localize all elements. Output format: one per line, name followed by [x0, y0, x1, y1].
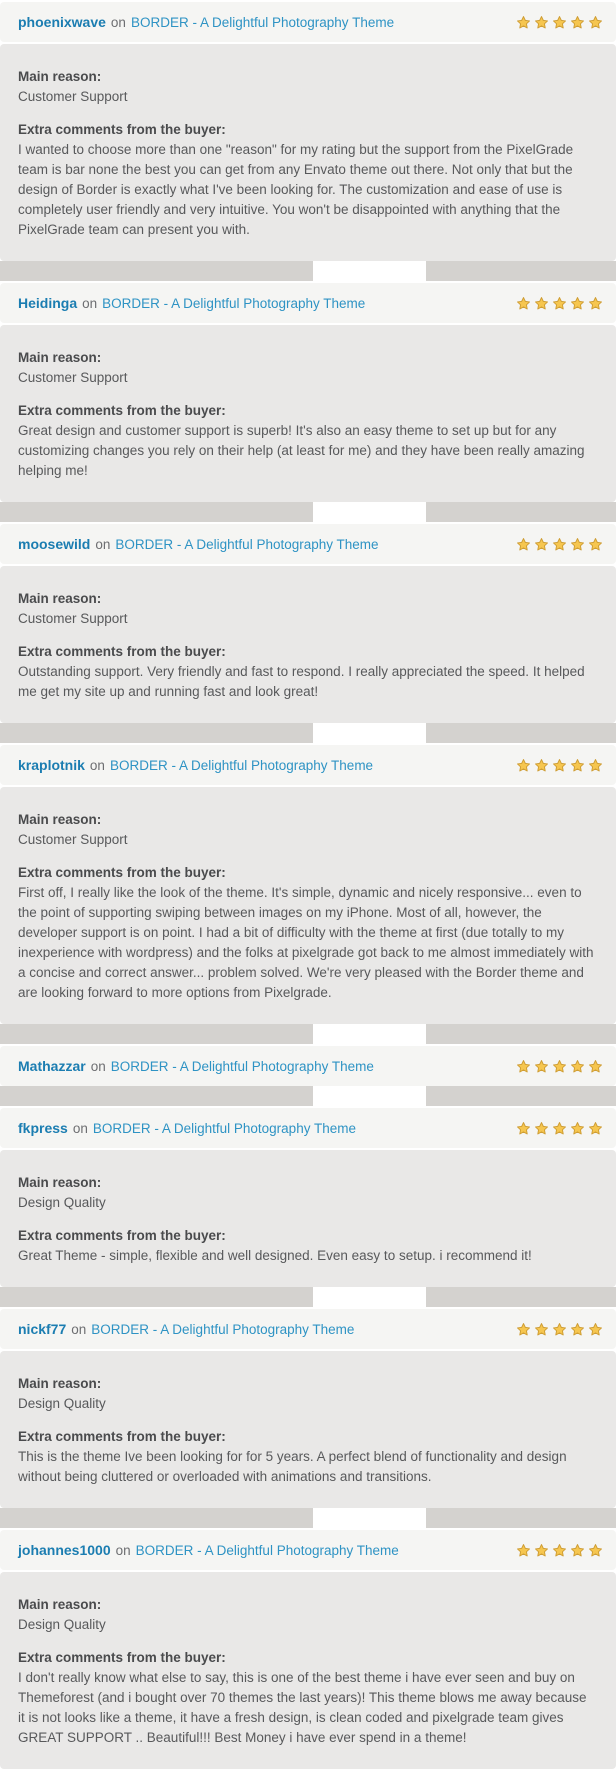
star-icon: [534, 15, 549, 30]
on-label: on: [95, 536, 111, 552]
extra-comments-label: Extra comments from the buyer:: [18, 865, 226, 880]
divider-white-gap: [313, 1508, 426, 1528]
main-reason-field: [18, 1173, 596, 1213]
divider-white-gap: [313, 502, 426, 522]
star-icon: [534, 1059, 549, 1074]
main-reason-label: Main reason:: [18, 812, 102, 827]
comment-text: Great design and customer support is superb! It's also an easy theme to set up but for any customizing changes you rely on their help (at least for me) and they have been really amazing helping me!: [18, 423, 585, 478]
star-icon: [534, 1543, 549, 1558]
star-icon: [588, 1322, 603, 1337]
review-item: [0, 2, 616, 261]
extra-comments-field: [18, 1226, 596, 1266]
star-icon: [588, 15, 603, 30]
star-icon: [552, 1121, 567, 1136]
review-header: [0, 1530, 616, 1570]
star-icon: [516, 1059, 531, 1074]
comment-text: First off, I really like the look of the theme. It's simple, dynamic and nicely responsive... even to the point of supporting swiping between images on my iPhone. Most of all, however, the developer support is on point. I had a bit of difficulty with the theme at first (due totally to my inexperience with wordpress) and the folks at pixelgrade got back to me almost immediately with a concise and correct answer... problem solved. We're very pleased with the Border theme and are looking forward to more options from Pixelgrade.: [18, 885, 594, 1000]
main-reason-value: Customer Support: [18, 370, 128, 385]
rating-stars: [513, 1322, 603, 1337]
on-label: on: [71, 1321, 87, 1337]
main-reason-field: [18, 810, 596, 850]
review-item: [0, 745, 616, 1024]
review-header: [0, 2, 616, 42]
comment-text: Great Theme - simple, flexible and well designed. Even easy to setup. i recommend it!: [18, 1248, 532, 1263]
theme-link[interactable]: BORDER - A Delightful Photography Theme: [92, 1120, 356, 1136]
rating-stars: [513, 758, 603, 773]
extra-comments-label: Extra comments from the buyer:: [18, 1228, 226, 1243]
reviewer-username-link[interactable]: moosewild: [18, 536, 91, 552]
review-body: [0, 1150, 616, 1287]
section-divider: [0, 723, 616, 743]
star-icon: [570, 1059, 585, 1074]
review-item: [0, 1530, 616, 1769]
star-icon: [552, 1322, 567, 1337]
rating-stars: [513, 1543, 603, 1558]
extra-comments-label: Extra comments from the buyer:: [18, 644, 226, 659]
main-reason-field: [18, 1595, 596, 1635]
star-icon: [588, 758, 603, 773]
theme-link[interactable]: BORDER - A Delightful Photography Theme: [109, 757, 374, 773]
review-header: [0, 283, 616, 323]
review-header: [0, 524, 616, 564]
review-header: [0, 745, 616, 785]
on-label: on: [90, 1058, 106, 1074]
star-icon: [534, 1121, 549, 1136]
theme-link[interactable]: BORDER - A Delightful Photography Theme: [102, 295, 366, 311]
theme-link[interactable]: BORDER - A Delightful Photography Theme: [110, 1058, 374, 1074]
star-icon: [516, 758, 531, 773]
extra-comments-field: [18, 1427, 596, 1487]
extra-comments-field: [18, 120, 596, 240]
reviewer-username-link[interactable]: Heidinga: [18, 295, 78, 311]
review-item: [0, 1309, 616, 1508]
review-item: [0, 1046, 616, 1086]
extra-comments-label: Extra comments from the buyer:: [18, 403, 226, 418]
star-icon: [552, 1059, 567, 1074]
extra-comments-field: [18, 401, 596, 481]
reviewer-username-link[interactable]: phoenixwave: [18, 14, 106, 30]
extra-comments-field: [18, 1648, 596, 1748]
theme-link[interactable]: BORDER - A Delightful Photography Theme: [135, 1542, 399, 1558]
star-icon: [534, 758, 549, 773]
star-icon: [552, 758, 567, 773]
reviewer-username-link[interactable]: fkpress: [18, 1120, 68, 1136]
main-reason-label: Main reason:: [18, 1175, 102, 1190]
section-divider: [0, 1086, 616, 1106]
main-reason-value: Customer Support: [18, 89, 128, 104]
rating-stars: [513, 537, 603, 552]
theme-link[interactable]: BORDER - A Delightful Photography Theme: [130, 14, 395, 30]
review-item: [0, 283, 616, 502]
star-icon: [516, 1322, 531, 1337]
star-icon: [534, 537, 549, 552]
review-header: [0, 1046, 616, 1086]
review-body: [0, 1351, 616, 1508]
star-icon: [588, 537, 603, 552]
review-body: [0, 44, 616, 261]
on-label: on: [110, 14, 126, 30]
star-icon: [570, 1322, 585, 1337]
rating-stars: [513, 296, 603, 311]
star-icon: [516, 537, 531, 552]
star-icon: [570, 537, 585, 552]
star-icon: [552, 537, 567, 552]
star-icon: [552, 15, 567, 30]
section-divider: [0, 1287, 616, 1307]
section-divider: [0, 1508, 616, 1528]
section-divider: [0, 502, 616, 522]
review-body: [0, 1572, 616, 1769]
extra-comments-label: Extra comments from the buyer:: [18, 1429, 226, 1444]
on-label: on: [115, 1542, 131, 1558]
theme-link[interactable]: BORDER - A Delightful Photography Theme: [115, 536, 379, 552]
section-divider: [0, 261, 616, 281]
star-icon: [570, 15, 585, 30]
extra-comments-label: Extra comments from the buyer:: [18, 122, 226, 137]
reviewer-username-link[interactable]: nickf77: [18, 1321, 67, 1337]
main-reason-label: Main reason:: [18, 1376, 102, 1391]
reviewer-username-link[interactable]: kraplotnik: [18, 757, 85, 773]
main-reason-value: Design Quality: [18, 1195, 106, 1210]
reviews-list: [0, 2, 616, 1769]
review-body: [0, 787, 616, 1024]
star-icon: [534, 296, 549, 311]
star-icon: [516, 1121, 531, 1136]
star-icon: [588, 296, 603, 311]
extra-comments-label: Extra comments from the buyer:: [18, 1650, 226, 1665]
section-divider: [0, 1024, 616, 1044]
on-label: on: [89, 757, 105, 773]
review-item: [0, 524, 616, 723]
rating-stars: [513, 1059, 603, 1074]
star-icon: [534, 1322, 549, 1337]
comment-text: Outstanding support. Very friendly and fast to respond. I really appreciated the speed. It helped me get my site up and running fast and look great!: [18, 664, 585, 699]
main-reason-label: Main reason:: [18, 350, 102, 365]
extra-comments-field: [18, 642, 596, 702]
on-label: on: [72, 1120, 88, 1136]
star-icon: [570, 1121, 585, 1136]
rating-stars: [513, 15, 603, 30]
divider-white-gap: [313, 723, 426, 743]
divider-white-gap: [313, 1024, 426, 1044]
rating-stars: [513, 1121, 603, 1136]
star-icon: [588, 1543, 603, 1558]
divider-white-gap: [313, 261, 426, 281]
extra-comments-field: [18, 863, 596, 1003]
star-icon: [588, 1121, 603, 1136]
star-icon: [516, 1543, 531, 1558]
review-body: [0, 566, 616, 723]
main-reason-value: Customer Support: [18, 611, 128, 626]
star-icon: [588, 1059, 603, 1074]
star-icon: [552, 1543, 567, 1558]
on-label: on: [82, 295, 98, 311]
review-header: [0, 1309, 616, 1349]
star-icon: [516, 15, 531, 30]
main-reason-label: Main reason:: [18, 1597, 102, 1612]
divider-white-gap: [313, 1086, 426, 1106]
star-icon: [570, 1543, 585, 1558]
reviewer-username-link[interactable]: Mathazzar: [18, 1058, 86, 1074]
review-body: [0, 325, 616, 502]
theme-link[interactable]: BORDER - A Delightful Photography Theme: [91, 1321, 355, 1337]
star-icon: [570, 758, 585, 773]
main-reason-field: [18, 1374, 596, 1414]
star-icon: [570, 296, 585, 311]
review-header: [0, 1108, 616, 1148]
review-item: [0, 1108, 616, 1287]
comment-text: I don't really know what else to say, this is one of the best theme i have ever seen and buy on Themeforest (and i bought over 70 themes the last years)! This theme blows me away because it is not looks like a theme, it have a fresh design, is clean coded and pixelgrade team gives GREAT SUPPORT .. Beautiful!!! Best Money i have ever spend in a theme!: [18, 1670, 587, 1745]
main-reason-value: Design Quality: [18, 1396, 106, 1411]
star-icon: [552, 296, 567, 311]
star-icon: [516, 296, 531, 311]
main-reason-value: Customer Support: [18, 832, 128, 847]
main-reason-field: [18, 589, 596, 629]
reviewer-username-link[interactable]: johannes1000: [18, 1542, 111, 1558]
main-reason-field: [18, 348, 596, 388]
main-reason-label: Main reason:: [18, 69, 102, 84]
main-reason-field: [18, 67, 596, 107]
comment-text: This is the theme Ive been looking for for 5 years. A perfect blend of functionality and design without being cluttered or overloaded with animations and transitions.: [18, 1449, 567, 1484]
comment-text: I wanted to choose more than one "reason" for my rating but the support from the PixelGrade team is bar none the best you can get from any Envato theme out there. Not only that but the design of Border is exactly what I've been looking for. The customization and ease of use is completely user friendly and very intuitive. You won't be disappointed with anything that the PixelGrade team can present you with.: [18, 142, 574, 237]
main-reason-value: Design Quality: [18, 1617, 106, 1632]
main-reason-label: Main reason:: [18, 591, 102, 606]
divider-white-gap: [313, 1287, 426, 1307]
